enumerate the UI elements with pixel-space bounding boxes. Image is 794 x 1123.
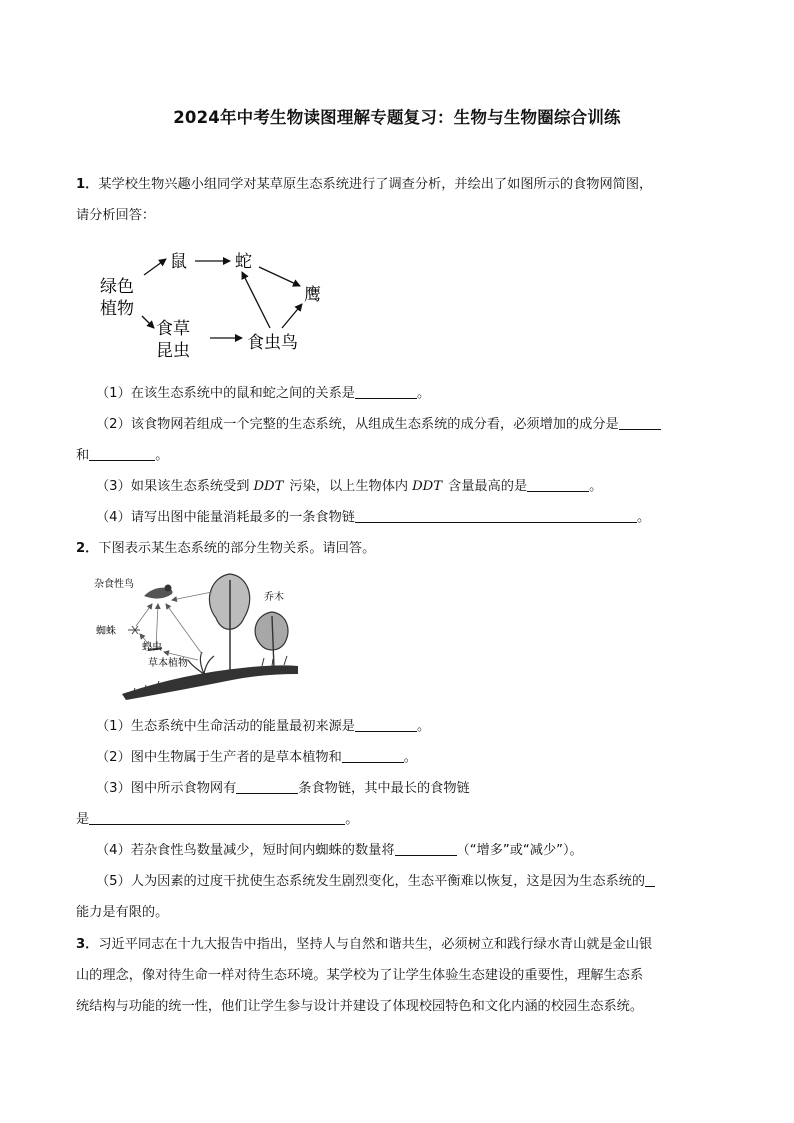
q3-line2: 山的理念，像对待生命一样对待生态环境。某学校为了让学生体验生态建设的重要性，理解生态系: [76, 968, 644, 983]
q2-part3-line2: [76, 811, 358, 829]
q2-part4-text: （4）若杂食性鸟数量减少，短时间内蜘蛛的数量将: [96, 843, 395, 858]
arrow-tree-to-bird: [172, 592, 212, 600]
q2-part3-is: 是: [76, 812, 90, 827]
page-title: 2024年中考生物读图理解专题复习：生物与生物圈综合训练: [173, 108, 621, 127]
web-node-insect-line2: 昆虫: [156, 341, 190, 361]
q2-stem-text: 下图表示某生态系统的部分生物关系。请回答。: [98, 541, 376, 556]
q3-text-line1: 习近平同志在十九大报告中指出，坚持人与自然和谐共生，必须树立和践行绿水青山就是金山银: [98, 937, 653, 952]
web-node-plants-line2: 植物: [100, 299, 134, 319]
q2-part3-mid: 条食物链，其中最长的食物链: [298, 781, 470, 796]
q1-part2-end: 。: [155, 448, 169, 463]
fig-label-spider: 蜘蛛: [96, 626, 116, 637]
arrow-plants-to-mouse: [144, 259, 166, 275]
q2-part1-end: 。: [416, 719, 431, 734]
answer-blank[interactable]: [89, 811, 345, 825]
fig-label-herb: 草本植物: [148, 658, 188, 669]
arrow-bird-to-eagle: [282, 304, 302, 328]
q2-part3: [96, 780, 470, 798]
fig-label-locust: 蝗虫: [142, 642, 162, 653]
web-node-bird: 食虫鸟: [247, 333, 298, 353]
arrow-spider-to-bird: [136, 604, 152, 626]
answer-blank[interactable]: [619, 416, 661, 430]
web-node-mouse: 鼠: [170, 252, 187, 272]
q1-part2: [96, 416, 661, 434]
q2-part1-text: （1）生态系统中生命活动的能量最初来源是: [96, 719, 355, 734]
q1-number: 1．: [76, 177, 99, 192]
ground: [122, 665, 298, 700]
q1-part1-end: 。: [416, 386, 431, 401]
answer-blank[interactable]: [395, 842, 457, 856]
q1-part2-line2: [76, 447, 168, 465]
answer-blank[interactable]: [355, 718, 417, 732]
answer-blank[interactable]: [342, 749, 404, 763]
q1-stem-line1: [76, 176, 652, 194]
q2-part1: [96, 718, 430, 736]
web-node-snake: 蛇: [235, 252, 252, 272]
fig-label-tree: 乔木: [264, 592, 284, 603]
q3-line3: 统结构与功能的统一性，他们让学生参与设计并建设了体现校园特色和文化内涵的校园生态系统。: [76, 999, 644, 1014]
q1-part3: [96, 478, 602, 496]
arrow-herb-to-bird: [166, 604, 202, 654]
answer-blank[interactable]: [355, 385, 417, 399]
q1-part1-text: （1）在该生态系统中的鼠和蛇之间的关系是: [96, 386, 355, 401]
q1-part3-text-b: 污染，以上生物体内: [289, 479, 409, 494]
q2-part4-end: （“增多”或“减少”）。: [456, 843, 583, 858]
answer-blank[interactable]: [527, 478, 589, 492]
q1-part3-end: 。: [589, 479, 603, 494]
q3-number: 3．: [76, 937, 99, 952]
answer-blank[interactable]: [645, 873, 655, 887]
arrow-bird-to-snake: [242, 272, 270, 328]
q2-part5-line2: 能力是有限的。: [76, 905, 169, 920]
q1-part3-text-c: 含量最高的是: [448, 479, 528, 494]
q1-part2-and: 和: [76, 448, 90, 463]
arrow-snake-to-eagle: [259, 267, 300, 286]
fig-label-bird: 杂食性鸟: [94, 579, 134, 590]
bird-head: [165, 585, 172, 592]
q1-part2-text: （2）该食物网若组成一个完整的生态系统，从组成生态系统的成分看，必须增加的成分是: [96, 417, 619, 432]
web-node-eagle: 鹰: [304, 285, 321, 305]
arrow-plants-to-insect: [142, 316, 154, 328]
herb-plant-icon: [188, 652, 214, 674]
q1-part1: [96, 385, 430, 403]
answer-blank[interactable]: [355, 509, 637, 523]
q3-line1: [76, 936, 652, 954]
answer-blank[interactable]: [236, 780, 298, 794]
ddt-term: DDT: [253, 479, 284, 494]
q1-part4: [96, 509, 650, 527]
spider-icon: [128, 626, 140, 634]
q1-part3-text-a: （3）如果该生态系统受到: [96, 479, 250, 494]
q2-part3-end: 。: [345, 812, 359, 827]
q1-part4-end: 。: [636, 510, 651, 525]
q2-part5-text: （5）人为因素的过度干扰使生态系统发生剧烈变化，生态平衡难以恢复，这是因为生态系统的: [96, 874, 646, 889]
web-node-plants-line1: 绿色: [100, 277, 134, 297]
q2-number: 2．: [76, 541, 99, 556]
ddt-term: DDT: [412, 479, 443, 494]
q2-part2-end: 。: [403, 750, 417, 765]
q2-part2-text: （2）图中生物属于生产者的是草本植物和: [96, 750, 342, 765]
web-node-insect-line1: 食草: [156, 319, 190, 339]
q1-part4-text: （4）请写出图中能量消耗最多的一条食物链: [96, 510, 355, 525]
q2-part5-line1: [96, 873, 655, 891]
q2-part2: [96, 749, 417, 767]
food-web-figure: [92, 240, 342, 365]
q2-stem: [76, 540, 375, 558]
q1-stem-line2: 请分析回答：: [76, 208, 156, 223]
q1-stem-text: 某学校生物兴趣小组同学对某草原生态系统进行了调查分析，并绘出了如图所示的食物网简图，: [98, 177, 653, 192]
answer-blank[interactable]: [89, 447, 155, 461]
ecosystem-figure: [92, 570, 298, 702]
q2-part4: [96, 842, 583, 860]
q2-part3-text: （3）图中所示食物网有: [96, 781, 237, 796]
